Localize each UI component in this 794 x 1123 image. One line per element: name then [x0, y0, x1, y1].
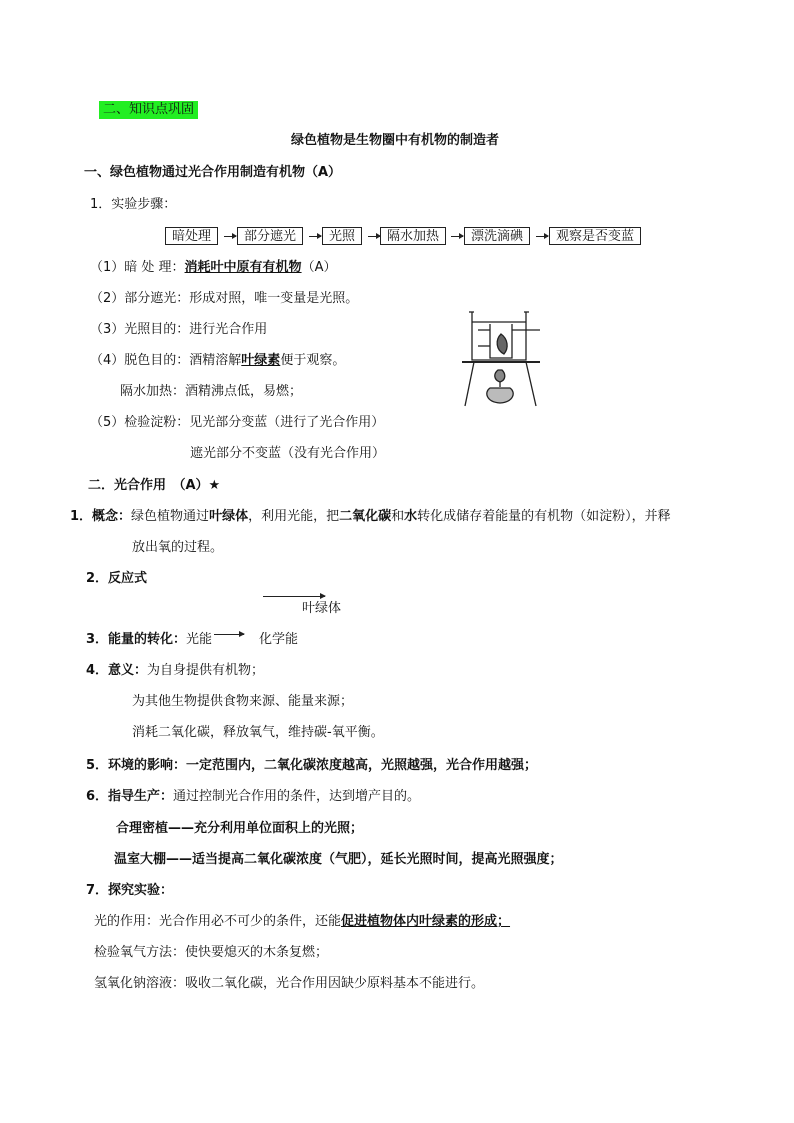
flow-arrow-icon	[368, 236, 380, 237]
section1-heading: 一、绿色植物通过光合作用制造有机物（A）	[84, 165, 342, 180]
item-partial-shade: （2）部分遮光：形成对照，唯一变量是光照。	[90, 291, 359, 306]
meaning-line: 4．意义：为自身提供有机物；	[86, 663, 265, 678]
explore-item-2: 检验氧气方法：使快要熄灭的木条复燃；	[94, 945, 329, 960]
reaction-label: 2．反应式	[86, 571, 148, 586]
section2-heading: 二．光合作用 （A）★	[88, 478, 221, 493]
explore-item-3: 氢氧化钠溶液：吸收二氧化碳，光合作用因缺少原料基本不能进行。	[94, 976, 485, 991]
reaction-arrow-icon	[263, 596, 325, 597]
explore-label: 7．探究实验：	[86, 883, 174, 898]
section-tag: 二、知识点巩固	[99, 101, 198, 119]
flow-step-4: 隔水加热	[380, 227, 446, 245]
flow-arrow-icon	[451, 236, 463, 237]
energy-to: 化学能	[259, 632, 299, 647]
concept-line-2: 放出氧的过程。	[132, 540, 224, 555]
guide-item-1: 合理密植——充分利用单位面积上的光照；	[116, 821, 364, 836]
item-dark-treatment: （1）暗 处 理：消耗叶中原有有机物（A）	[90, 260, 337, 275]
steps-label: 1．实验步骤：	[90, 197, 177, 212]
flow-arrow-icon	[536, 236, 548, 237]
flow-step-3: 光照	[322, 227, 362, 245]
page-title: 绿色植物是生物圈中有机物的制造者	[291, 133, 500, 148]
water-bath-apparatus-icon	[460, 308, 546, 408]
guide-item-2: 温室大棚——适当提高二氧化碳浓度（气肥），延长光照时间，提高光照强度；	[114, 852, 563, 867]
flow-step-2: 部分遮光	[237, 227, 303, 245]
reaction-condition: 叶绿体	[302, 601, 342, 616]
flow-arrow-icon	[309, 236, 321, 237]
item-starch-test-2: 遮光部分不变蓝（没有光合作用）	[190, 446, 386, 461]
meaning-item-3: 消耗二氧化碳，释放氧气，维持碳-氧平衡。	[132, 725, 384, 740]
energy-arrow-icon	[214, 634, 244, 635]
item-light-purpose: （3）光照目的：进行光合作用	[90, 322, 268, 337]
env-line: 5．环境的影响：一定范围内，二氧化碳浓度越高，光照越强，光合作用越强；	[86, 758, 538, 773]
flow-step-1: 暗处理	[165, 227, 218, 245]
concept-line: 1．概念：绿色植物通过叶绿体，利用光能，把二氧化碳和水转化成储存着能量的有机物（如淀粉），并释	[70, 509, 671, 524]
energy-line: 3．能量的转化：光能	[86, 632, 213, 647]
flow-step-5: 漂洗滴碘	[464, 227, 530, 245]
flow-step-6: 观察是否变蓝	[549, 227, 641, 245]
item-water-bath: 隔水加热：酒精沸点低，易燃；	[120, 384, 303, 399]
flow-arrow-icon	[224, 236, 236, 237]
item-decolor: （4）脱色目的：酒精溶解叶绿素便于观察。	[90, 353, 346, 368]
explore-item-1: 光的作用：光合作用必不可少的条件，还能促进植物体内叶绿素的形成；	[94, 914, 511, 929]
item-starch-test: （5）检验淀粉：见光部分变蓝（进行了光合作用）	[90, 415, 385, 430]
meaning-item-2: 为其他生物提供食物来源、能量来源；	[132, 694, 354, 709]
guide-line: 6．指导生产：通过控制光合作用的条件，达到增产目的。	[86, 789, 421, 804]
